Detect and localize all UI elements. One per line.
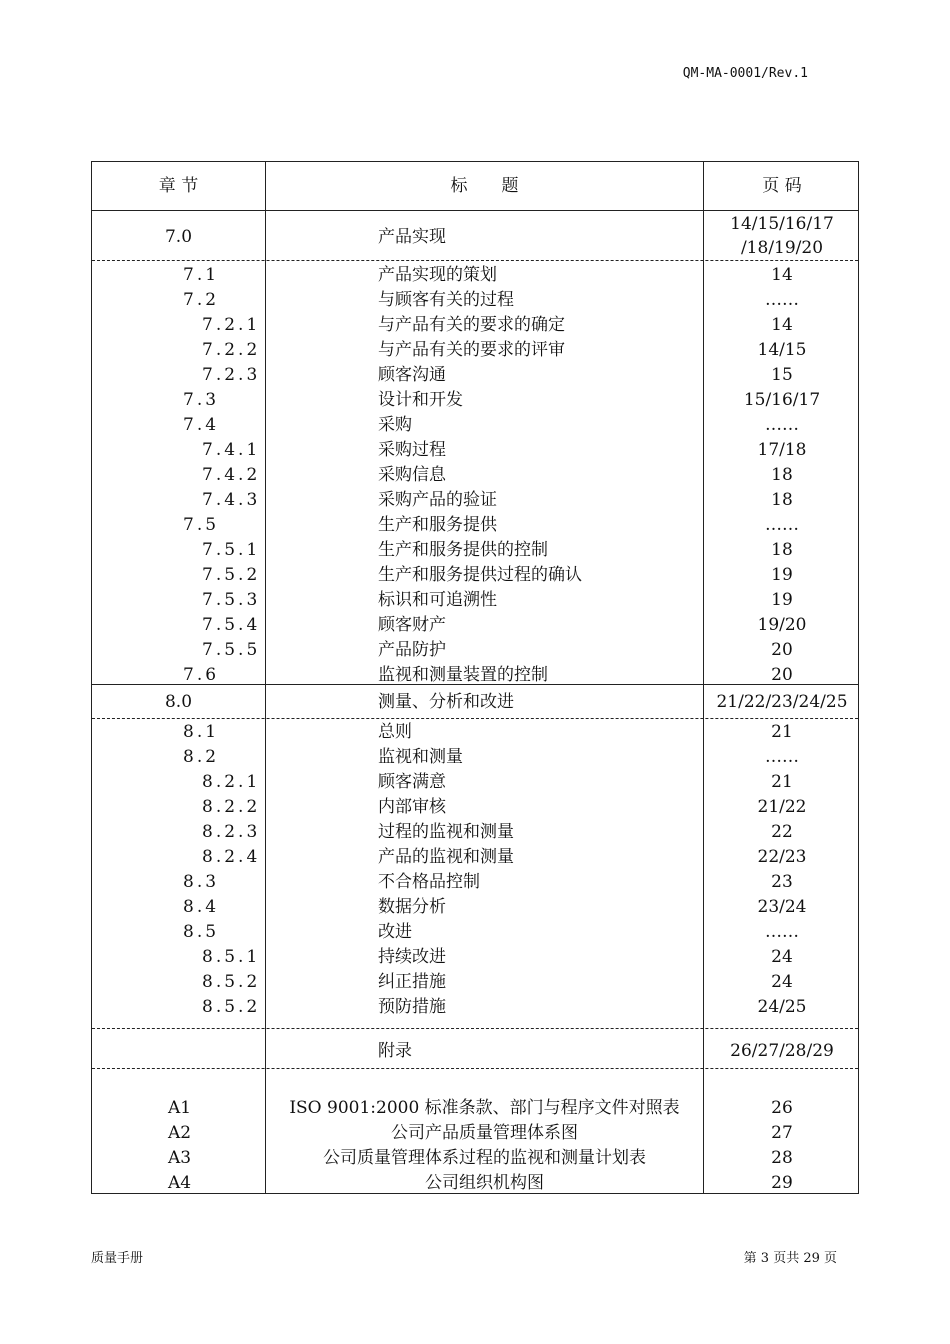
toc-row-page: 29 (771, 1173, 793, 1193)
table-of-contents (91, 161, 859, 1194)
toc-row-title: 数据分析 (378, 897, 446, 917)
toc-row-page: 24/25 (757, 997, 807, 1017)
toc-row-page: 18 (771, 465, 793, 485)
toc-row-title: 不合格品控制 (378, 872, 480, 892)
toc-row-title: 附录 (378, 1041, 412, 1061)
toc-row-title: 生产和服务提供过程的确认 (378, 565, 582, 585)
toc-row-section: 7.6 (183, 665, 220, 685)
toc-row-page: 14 (771, 265, 793, 285)
toc-row-section: 8.5 (183, 922, 220, 942)
toc-row-title: 测量、分析和改进 (378, 692, 514, 712)
toc-row-title: 纠正措施 (378, 972, 446, 992)
toc-row-page: 27 (771, 1123, 793, 1143)
toc-row-page: 20 (771, 665, 793, 685)
toc-row-title: 过程的监视和测量 (378, 822, 514, 842)
toc-row-page: 24 (771, 947, 793, 967)
toc-row-title: 总则 (378, 722, 412, 742)
toc-row-title: 产品防护 (378, 640, 446, 660)
toc-row-title: 持续改进 (378, 947, 446, 967)
toc-row-page: 19 (771, 565, 793, 585)
toc-row-page: 20 (771, 640, 793, 660)
toc-row-section: 7.5 (183, 515, 220, 535)
toc-row-page: 19/20 (757, 615, 807, 635)
toc-row-page: 24 (771, 972, 793, 992)
toc-row-section: 8.2.3 (202, 822, 261, 842)
toc-row-title: 顾客满意 (378, 772, 446, 792)
toc-row-page: …… (765, 290, 799, 310)
toc-row-title: 公司质量管理体系过程的监视和测量计划表 (323, 1148, 646, 1168)
footer-manual-name: 质量手册 (91, 1251, 144, 1266)
toc-row-page: 22/23 (757, 847, 807, 867)
toc-row-page: 26 (771, 1098, 793, 1118)
toc-row-title: 产品实现的策划 (378, 265, 497, 285)
toc-row-page: 19 (771, 590, 793, 610)
toc-row-title: 内部审核 (378, 797, 446, 817)
toc-row-title: 监视和测量装置的控制 (378, 665, 548, 685)
toc-row-page: 28 (771, 1148, 793, 1168)
toc-row-page: 21 (771, 722, 793, 742)
toc-row-title: 采购 (378, 415, 412, 435)
toc-row-title: 生产和服务提供的控制 (378, 540, 548, 560)
toc-row-title: 预防措施 (378, 997, 446, 1017)
toc-row-title: 采购产品的验证 (378, 490, 497, 510)
toc-row-section: A3 (168, 1148, 192, 1168)
toc-row-section: 7.5.4 (202, 615, 261, 635)
dashed-separator (92, 1028, 858, 1029)
toc-row-page: 21/22 (757, 797, 807, 817)
toc-row-section: 7.5.3 (202, 590, 261, 610)
toc-row-section: 7.1 (183, 265, 220, 285)
toc-row-section: 8.0 (164, 692, 193, 712)
footer-page-number: 第 3 页共 29 页 (743, 1251, 837, 1266)
document-code: QM-MA-0001/Rev.1 (682, 66, 808, 81)
toc-row-title: 顾客沟通 (378, 365, 446, 385)
toc-row-section: 8.2.4 (202, 847, 261, 867)
header-page: 页 码 (762, 176, 802, 196)
toc-row-title: 公司组织机构图 (425, 1173, 544, 1193)
toc-row-page: 14/15/16/17 /18/19/20 (730, 214, 834, 258)
toc-row-section: 8.5.2 (202, 997, 261, 1017)
toc-row-title: 顾客财产 (378, 615, 446, 635)
toc-row-section: 8.3 (183, 872, 220, 892)
toc-row-section: 7.4.3 (202, 490, 261, 510)
toc-row-page: 14 (771, 315, 793, 335)
toc-row-title: 采购过程 (378, 440, 446, 460)
dashed-separator (92, 718, 858, 719)
toc-row-title: 与顾客有关的过程 (378, 290, 514, 310)
toc-row-page: 17/18 (757, 440, 807, 460)
toc-row-section: 8.4 (183, 897, 220, 917)
toc-row-title: 产品的监视和测量 (378, 847, 514, 867)
toc-row-page: 21 (771, 772, 793, 792)
toc-row-page: 14/15 (757, 340, 807, 360)
toc-row-section: 7.5.2 (202, 565, 261, 585)
toc-row-title: 产品实现 (378, 227, 446, 247)
toc-row-section: A2 (168, 1123, 192, 1143)
dashed-separator (92, 260, 858, 261)
toc-row-title: 监视和测量 (378, 747, 463, 767)
toc-row-title: 与产品有关的要求的评审 (378, 340, 565, 360)
toc-row-title: ISO 9001:2000 标准条款、部门与程序文件对照表 (289, 1098, 680, 1118)
toc-row-section: 7.2.2 (202, 340, 261, 360)
toc-row-section: A4 (168, 1173, 192, 1193)
dashed-separator (92, 1068, 858, 1069)
toc-row-section: 7.4 (183, 415, 220, 435)
toc-row-section: 8.2 (183, 747, 220, 767)
toc-row-page: …… (765, 415, 799, 435)
toc-row-title: 生产和服务提供 (378, 515, 497, 535)
toc-row-page: 23 (771, 872, 793, 892)
toc-row-page: 23/24 (757, 897, 807, 917)
toc-row-title: 公司产品质量管理体系图 (391, 1123, 578, 1143)
toc-row-page: 26/27/28/29 (730, 1041, 834, 1061)
header-title: 标 题 (450, 176, 519, 196)
toc-row-section: 7.5.5 (202, 640, 261, 660)
toc-row-title: 设计和开发 (378, 390, 463, 410)
toc-row-section: 7.2 (183, 290, 220, 310)
toc-row-section: 7.2.1 (202, 315, 261, 335)
toc-row-page: …… (765, 922, 799, 942)
toc-row-page: 18 (771, 490, 793, 510)
toc-row-section: 7.4.2 (202, 465, 261, 485)
toc-row-page: …… (765, 747, 799, 767)
toc-row-section: 7.3 (183, 390, 220, 410)
toc-row-page: …… (765, 515, 799, 535)
toc-row-title: 采购信息 (378, 465, 446, 485)
toc-row-section: 8.5.2 (202, 972, 261, 992)
header-divider (92, 210, 858, 211)
toc-row-page: 21/22/23/24/25 (716, 692, 848, 712)
toc-row-title: 与产品有关的要求的确定 (378, 315, 565, 335)
toc-row-page: 22 (771, 822, 793, 842)
toc-row-section: 8.5.1 (202, 947, 261, 967)
toc-row-section: A1 (168, 1098, 192, 1118)
toc-row-section: 7.5.1 (202, 540, 261, 560)
toc-row-section: 7.0 (164, 227, 193, 247)
toc-row-section: 8.2.1 (202, 772, 261, 792)
toc-row-title: 标识和可追溯性 (378, 590, 497, 610)
toc-row-page: 15/16/17 (743, 390, 821, 410)
toc-row-section: 7.2.3 (202, 365, 261, 385)
toc-row-page: 18 (771, 540, 793, 560)
toc-row-page: 15 (771, 365, 793, 385)
toc-row-section: 7.4.1 (202, 440, 261, 460)
toc-row-title: 改进 (378, 922, 412, 942)
header-section: 章 节 (158, 176, 199, 196)
toc-row-section: 8.1 (183, 722, 220, 742)
toc-row-section: 8.2.2 (202, 797, 261, 817)
